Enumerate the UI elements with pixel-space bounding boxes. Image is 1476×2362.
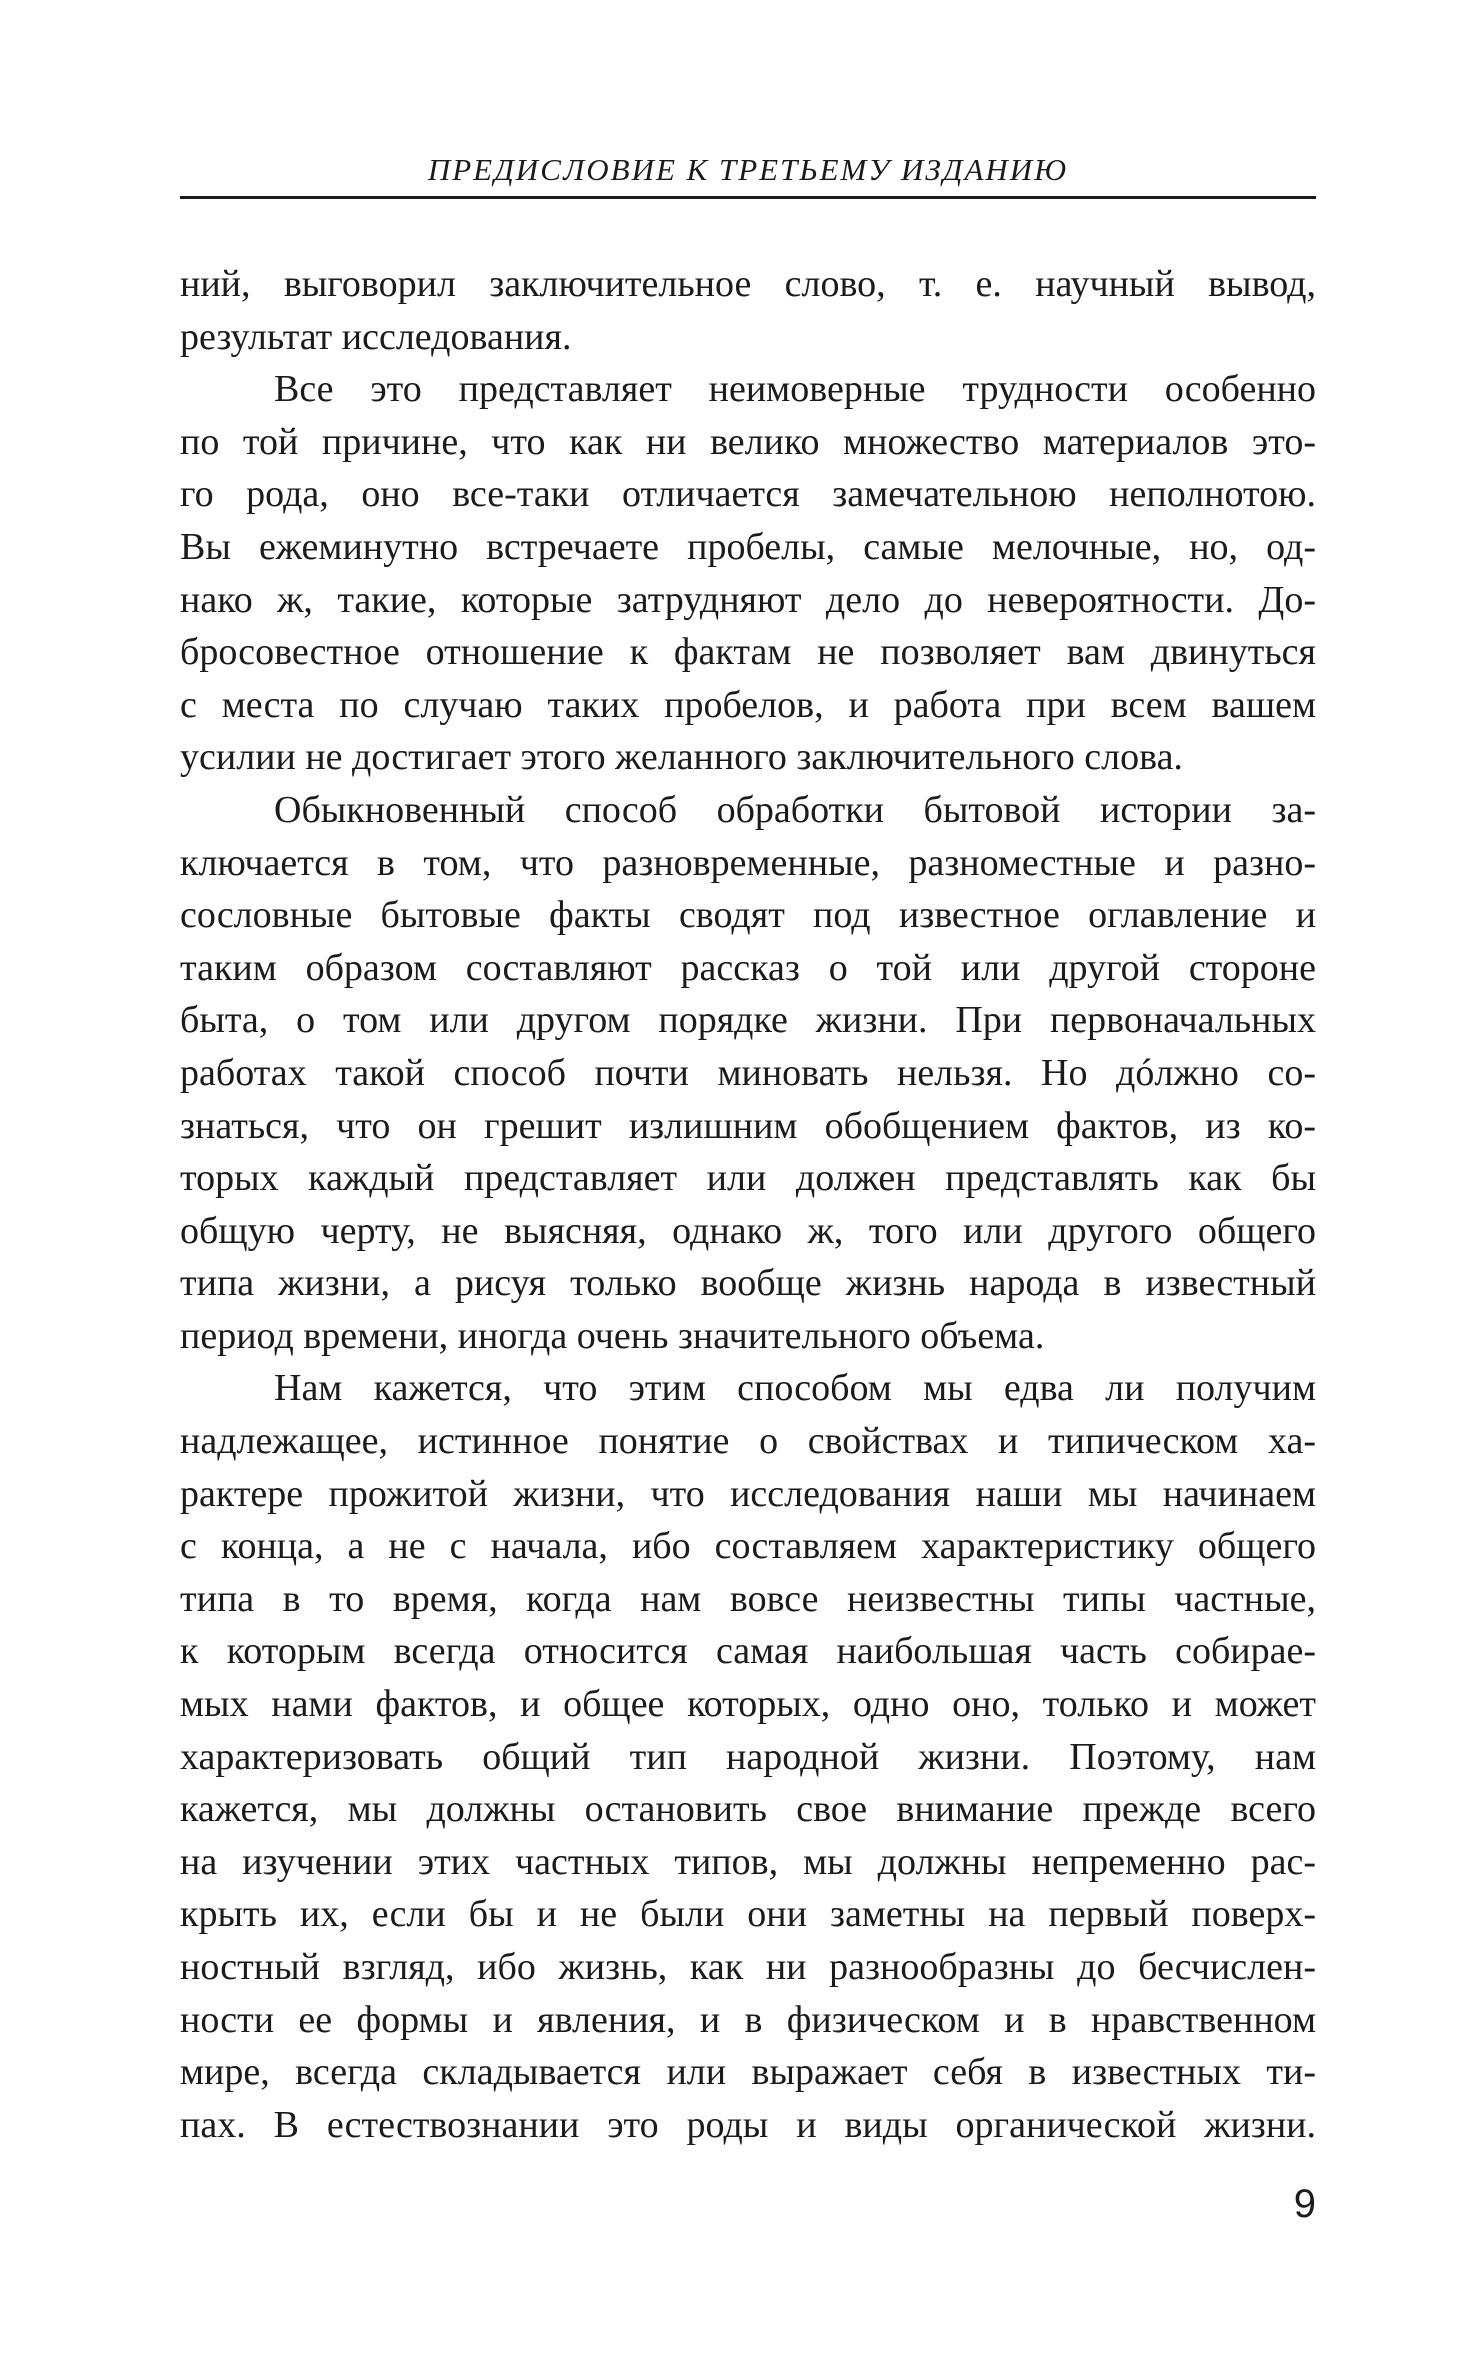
text-line: период времени, иногда очень значительного объема. — [180, 1314, 1045, 1357]
text-line: знаться, что он грешит излишним обобщением фактов, из ко- — [180, 1104, 1316, 1147]
text-line: усилии не достигает этого желанного заключительного слова. — [180, 736, 1183, 779]
text-line: кажется, мы должны остановить свое внимание прежде всего — [180, 1788, 1316, 1831]
text-line: типа жизни, а рисуя только вообще жизнь народа в известный — [180, 1262, 1316, 1305]
text-line: Обыкновенный способ обработки бытовой истории за- — [274, 788, 1316, 831]
text-line: на изучении этих частных типов, мы должны непременно рас- — [180, 1840, 1316, 1883]
text-line: ний, выговорил заключительное слово, т. е. научный вывод, — [180, 263, 1316, 305]
text-line: типа в то время, когда нам вовсе неизвестны типы частные, — [180, 1577, 1316, 1620]
text-line: рактере прожитой жизни, что исследования наши мы начинаем — [180, 1472, 1316, 1515]
text-line: торых каждый представляет или должен представлять как бы — [180, 1157, 1316, 1200]
text-line: пах. В естествознании это роды и виды органической жизни. — [180, 2103, 1316, 2146]
text-line: таким образом составляют рассказ о той или другой стороне — [180, 946, 1316, 989]
text-line: с места по случаю таких пробелов, и работа при всем вашем — [180, 683, 1316, 726]
text-line: бросовестное отношение к фактам не позволяет вам двинуться — [180, 631, 1316, 674]
running-head: ПРЕДИСЛОВИЕ К ТРЕТЬЕМУ ИЗДАНИЮ — [427, 152, 1069, 187]
text-line: по той причине, что как ни велико множество материалов это- — [180, 420, 1316, 463]
text-line: крыть их, если бы и не были они заметны на первый поверх- — [180, 1893, 1316, 1936]
text-line: мире, всегда складывается или выражает себя в известных ти- — [180, 2051, 1316, 2094]
text-line: общую черту, не выясняя, однако ж, того или другого общего — [180, 1209, 1316, 1252]
text-line: Вы ежеминутно встречаете пробелы, самые мелочные, но, од- — [180, 525, 1316, 568]
text-line: характеризовать общий тип народной жизни. Поэтому, нам — [180, 1735, 1316, 1778]
header-rule — [180, 196, 1316, 199]
body-text — [180, 258, 1316, 2151]
text-line: Нам кажется, что этим способом мы едва ли получим — [274, 1367, 1316, 1410]
text-line: ключается в том, что разновременные, разноместные и разно- — [180, 841, 1316, 884]
text-line: работах такой способ почти миновать нельзя. Но дóлжно со- — [180, 1051, 1316, 1094]
text-line: результат исследования. — [180, 315, 572, 358]
text-line: ности ее формы и явления, и в физическом и в нравственном — [180, 1998, 1316, 2041]
text-line: нако ж, такие, которые затрудняют дело до невероятности. До- — [180, 578, 1316, 621]
text-line: го рода, оно все-таки отличается замечательною неполнотою. — [180, 473, 1316, 516]
text-line: ностный взгляд, ибо жизнь, как ни разнообразны до бесчислен- — [180, 1946, 1316, 1988]
text-line: Все это представляет неимоверные трудности особенно — [274, 368, 1316, 411]
text-line: сословные бытовые факты сводят под известное оглавление и — [180, 894, 1316, 937]
page-number: 9 — [1293, 2182, 1316, 2226]
text-line: с конца, а не с начала, ибо составляем характеристику общего — [180, 1525, 1316, 1568]
text-line: быта, о том или другом порядке жизни. При первоначальных — [180, 999, 1316, 1042]
text-line: мых нами фактов, и общее которых, одно оно, только и может — [180, 1683, 1316, 1726]
text-line: к которым всегда относится самая наибольшая часть собирае- — [180, 1630, 1316, 1673]
text-line: надлежащее, истинное понятие о свойствах и типическом ха- — [180, 1420, 1316, 1463]
